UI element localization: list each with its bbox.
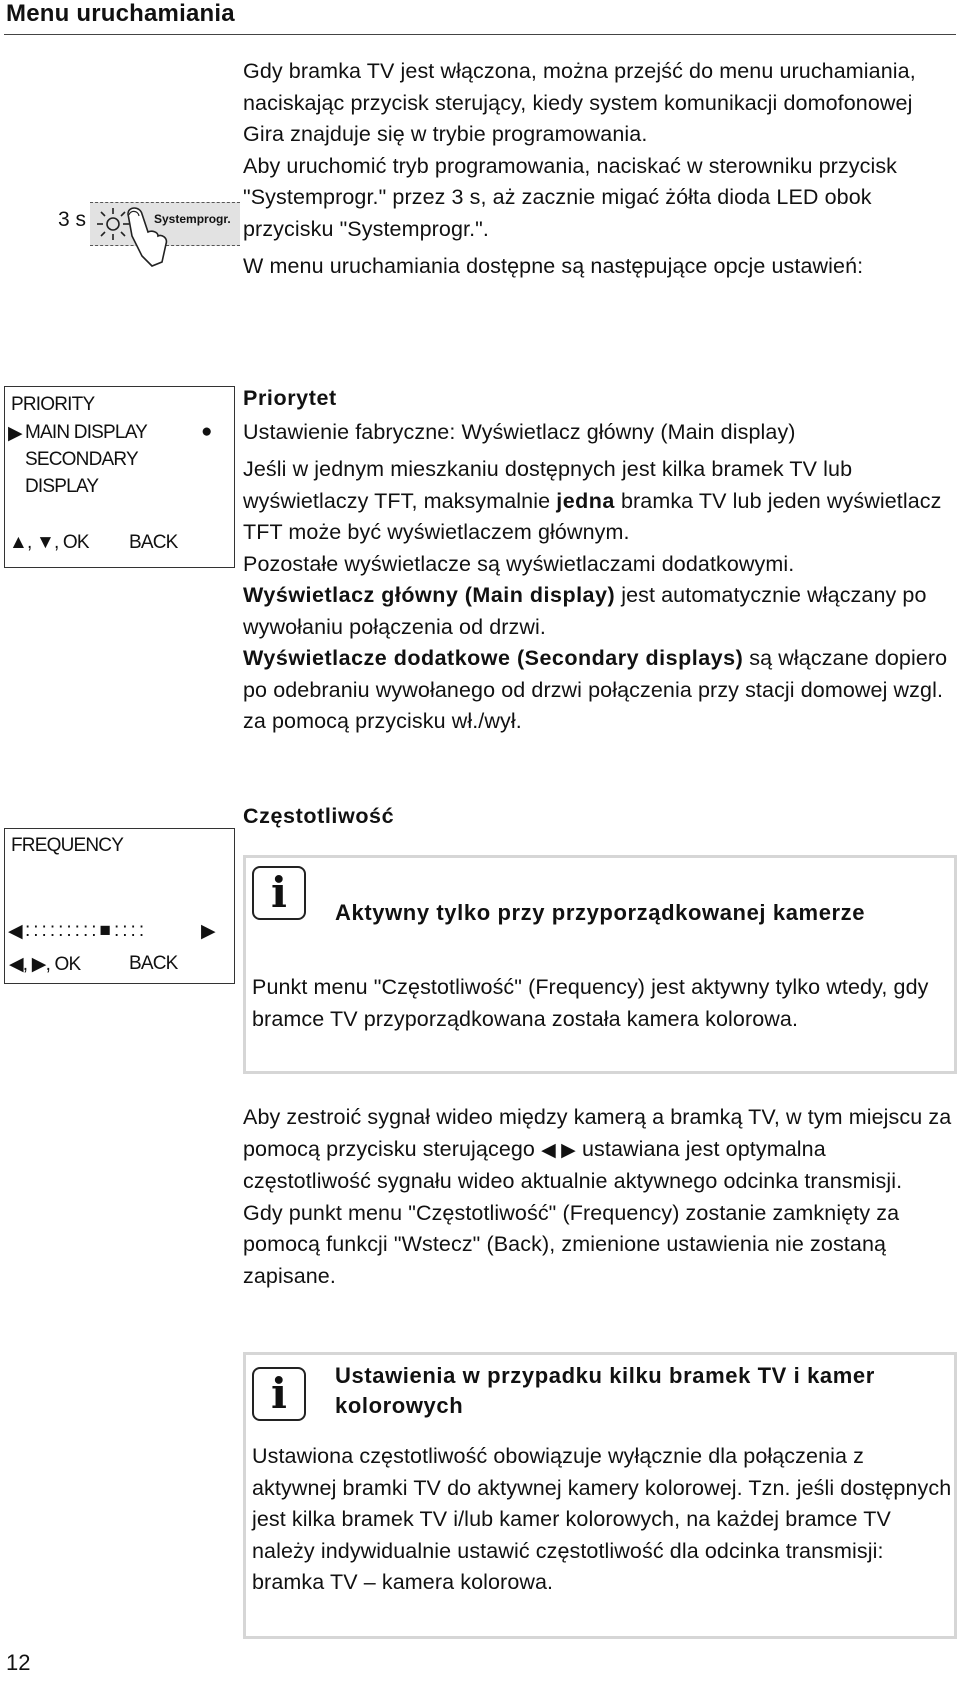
frequency-heading: Częstotliwość bbox=[243, 804, 395, 828]
secondary-displays-text: są włączane dopiero po odebraniu wywołanego od drzwi połączenia przy stacji domowej wzgl. za pomocą przycisku wł./wył. bbox=[243, 646, 948, 733]
lcd-option-display: DISPLAY bbox=[25, 476, 99, 497]
main-display-text: jest automatycznie włączany po wywołaniu połączenia od drzwi. bbox=[243, 583, 927, 639]
lcd-back-label: BACK bbox=[129, 532, 178, 553]
frequency-paragraph-2: Gdy punkt menu "Częstotliwość" (Frequency) zostanie zamknięty za pomocą funkcji "Wstecz" (Back), zmienione ustawienia nie zostaną zapisane. bbox=[243, 1200, 900, 1288]
secondary-displays-bold: Wyświetlacze dodatkowe (Secondary displays) bbox=[243, 646, 744, 670]
priority-secondary-displays-note bbox=[243, 643, 958, 738]
note-multiple-body: Ustawiona częstotliwość obowiązuje wyłącznie dla połączenia z aktywnej bramki TV do aktywnej kamery kolorowej. Tzn. jeśli dostępnych jest kilka bramek TV i/lub kamer kolorowych, na każdej bramce TV należy indywidualnie ustawić częstotliwość dla odcinka transmisji: bramka TV – kamera kolorowa. bbox=[252, 1444, 952, 1594]
control-arrows-icon: ◀ ▶ bbox=[541, 1139, 576, 1161]
lcd-scale-marker-icon: ■ bbox=[99, 920, 114, 941]
lcd-active-marker-icon: ● bbox=[201, 421, 212, 442]
lcd-frequency-menu bbox=[4, 828, 235, 984]
lcd-frequency-scale: :::::::::■:::: bbox=[25, 920, 148, 941]
lcd-option-secondary: SECONDARY bbox=[25, 449, 138, 470]
info-icon: i bbox=[252, 1367, 306, 1421]
frequency-p1-text-2: ustawiana jest optymalna częstotliwość sygnału wideo aktualnie aktywnego odcinka transmisji. bbox=[243, 1136, 903, 1193]
title-divider bbox=[4, 34, 956, 35]
lcd-option-main-display: MAIN DISPLAY bbox=[25, 422, 148, 443]
main-display-bold: Wyświetlacz główny (Main display) bbox=[243, 583, 616, 607]
pressing-finger-icon bbox=[122, 206, 174, 268]
systemprogr-illustration bbox=[50, 192, 240, 262]
lcd-priority-menu bbox=[4, 386, 235, 568]
priority-desc-text-2: bramka TV lub jeden wyświetlacz TFT może być wyświetlaczem głównym. bbox=[243, 488, 942, 544]
priority-description bbox=[243, 454, 958, 549]
page-number: 12 bbox=[6, 1650, 31, 1675]
frequency-p1-text: Aby zestroić sygnał wideo między kamerą a bramką TV, w tym miejscu za pomocą przycisku sterującego bbox=[243, 1105, 952, 1161]
lcd-priority-title: PRIORITY bbox=[11, 394, 95, 415]
note-multiple-title: Ustawienia w przypadku kilku bramek TV i kamer kolorowych bbox=[335, 1363, 875, 1418]
frequency-paragraph-1 bbox=[243, 1102, 958, 1198]
note-box-multiple-cameras bbox=[243, 1352, 957, 1639]
lcd-nav-keys: ◀, ▶, OK bbox=[9, 954, 81, 975]
priority-heading: Priorytet bbox=[243, 386, 337, 410]
lcd-frequency-title: FREQUENCY bbox=[11, 835, 124, 856]
frequency-description bbox=[243, 1102, 958, 1292]
intro-paragraph-3: W menu uruchamiania dostępne są następujące opcje ustawień: bbox=[243, 254, 864, 278]
lcd-nav-keys: ▲, ▼, OK bbox=[9, 532, 89, 553]
note-camera-title: Aktywny tylko przy przyporządkowanej kamerze bbox=[335, 900, 866, 925]
lcd-right-arrow-icon: ▶ bbox=[201, 921, 215, 942]
note-camera-body: Punkt menu "Częstotliwość" (Frequency) jest aktywny tylko wtedy, gdy bramce TV przyporządkowana została kamera kolorowa. bbox=[252, 975, 929, 1031]
note-box-camera bbox=[243, 855, 957, 1074]
priority-main-display-note bbox=[243, 580, 958, 643]
intro-paragraph-1: Gdy bramka TV jest włączona, można przejść do menu uruchamiania, naciskając przycisk sterujący, kiedy system komunikacji domofonowej Gira znajduje się w trybie programowania. bbox=[243, 59, 916, 146]
lcd-left-arrow-icon: ◀ bbox=[8, 921, 22, 942]
info-icon: i bbox=[252, 866, 306, 920]
priority-secondary-note: Pozostałe wyświetlacze są wyświetlaczami dodatkowymi. bbox=[243, 551, 795, 576]
duration-label: 3 s bbox=[58, 208, 87, 231]
priority-desc-bold: jedna bbox=[556, 488, 615, 513]
page-title: Menu uruchamiania bbox=[6, 0, 235, 27]
lcd-selection-arrow-icon: ▶ bbox=[8, 423, 22, 444]
lcd-back-label: BACK bbox=[129, 953, 178, 974]
systemprogr-button-label: Systemprogr. bbox=[154, 212, 231, 226]
priority-factory-setting: Ustawienie fabryczne: Wyświetlacz główny (Main display) bbox=[243, 419, 796, 444]
intro-section bbox=[243, 56, 958, 283]
priority-desc-text: Jeśli w jednym mieszkaniu dostępnych jest kilka bramek TV lub wyświetlaczy TFT, maksymalnie bbox=[243, 457, 853, 513]
priority-section bbox=[243, 383, 958, 738]
intro-paragraph-2: Aby uruchomić tryb programowania, naciskać w sterowniku przycisk "Systemprogr." przez 3 s, aż zacznie migać żółta dioda LED obok przycisku "Systemprogr.". bbox=[243, 153, 898, 241]
